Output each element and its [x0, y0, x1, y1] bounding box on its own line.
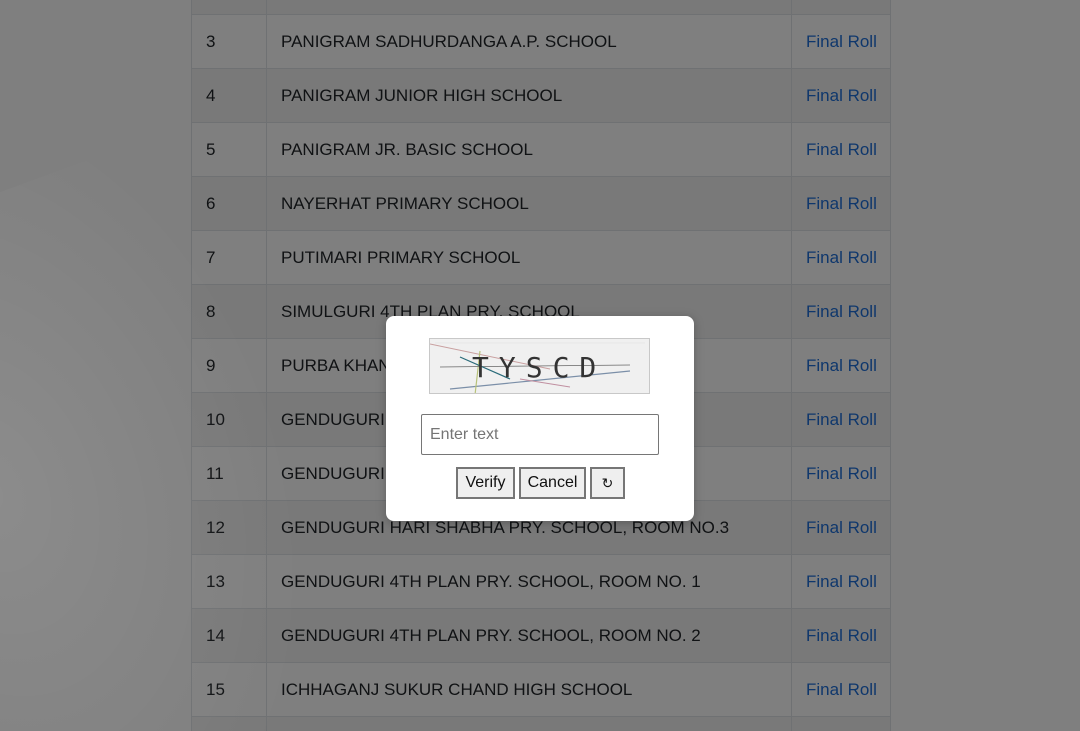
captcha-dialog: [386, 316, 694, 521]
cancel-button[interactable]: Cancel: [519, 467, 586, 499]
captcha-input[interactable]: [421, 414, 659, 455]
refresh-icon: ↻: [601, 474, 614, 491]
refresh-captcha-button[interactable]: [590, 467, 625, 499]
captcha-text: TYSCD: [472, 351, 607, 384]
captcha-image: [429, 338, 650, 394]
overlay-glare: [0, 128, 417, 731]
verify-button[interactable]: Verify: [456, 467, 515, 499]
captcha-actions: [456, 467, 625, 499]
